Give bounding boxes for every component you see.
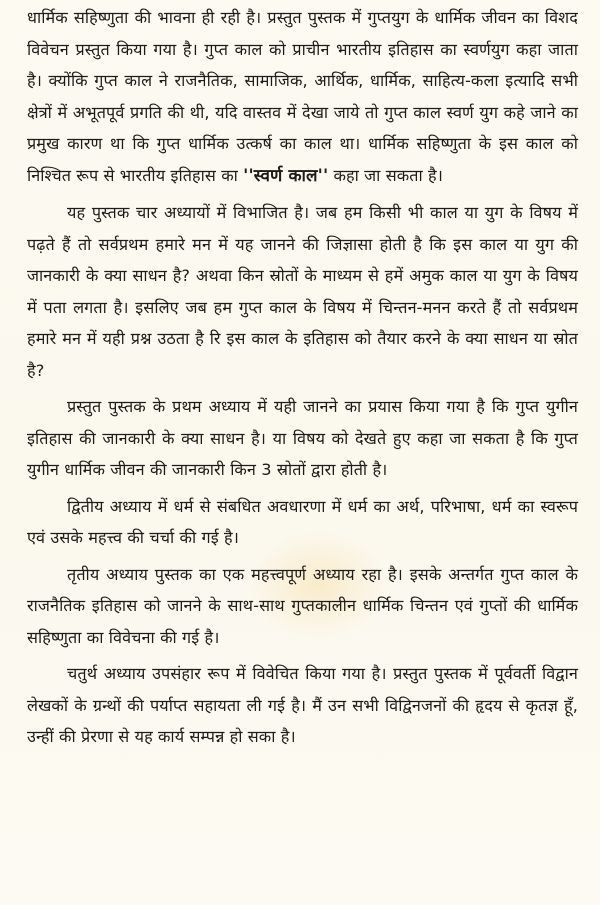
paragraph-chapter-two: द्वितीय अध्याय में धर्म से संबधित अवधारणा में धर्म का अर्थ, परिभाषा, धर्म का स्वरूप एवं उसके महत्त्व की चर्चा की गई है। <box>27 496 578 547</box>
paragraph-text: कहा जा सकता है। <box>328 165 443 185</box>
paragraph-intro-continuation <box>27 2 578 192</box>
paragraph-chapter-one: प्रस्तुत पुस्तक के प्रथम अध्याय में यही जानने का प्रयास किया गया है कि गुप्त युगीन इतिहास की जानकारी के क्या साधन है। या विषय को देखते हुए कहा जा सकता है कि गुप्त युगीन धार्मिक जीवन की जानकारी किन 3 स्रोतों द्वारा होती है। <box>27 397 578 479</box>
paragraph-text: धार्मिक सहिष्णुता की भावना ही रही है। प्रस्तुत पुस्तक में गुप्तयुग के धार्मिक जीवन का विशद विवेचन प्रस्तुत किया गया है। गुप्त काल को प्राचीन भारतीय इतिहास का स्वर्णयुग कहा जाता है। क्योंकि गुप्त काल ने राजनैतिक, सामाजिक, आर्थिक, धार्मिक, साहित्य-कला इत्यादि सभी क्षेत्रों में अभूतपूर्व प्रगति की थी, यदि वास्तव में देखा जाये तो गुप्त काल स्वर्ण युग कहे जाने का प्रमुख कारण था कि गुप्त धार्मिक उत्कर्ष का काल था। धार्मिक सहिष्णुता के इस काल को निश्चित रूप से भारतीय इतिहास का <box>27 8 578 185</box>
paragraph-book-structure: यह पुस्तक चार अध्यायों में विभाजित है। जब हम किसी भी काल या युग के विषय में पढ़ते हैं तो सर्वप्रथम हमारे मन में यह जानने की जिज्ञासा होती है कि इस काल या युग की जानकारी के क्या साधन है? अथवा किन स्रोतों के माध्यम से हमें अमुक काल या युग के विषय में पता लगता है। इसलिए जब हम गुप्त काल के विषय में चिन्तन-मनन करते हैं तो सर्वप्रथम हमारे मन में यही प्रश्न उठता है रि इस काल के इतिहास को तैयार करने के क्या साधन या स्रोत है? <box>27 203 578 380</box>
paragraph-chapter-four: चतुर्थ अध्याय उपसंहार रूप में विवेचित किया गया है। प्रस्तुत पुस्तक में पूर्ववर्ती विद्वान लेखकों के ग्रन्थों की पर्याप्त सहायता ली गई है। मैं उन सभी विद्विनजनों की हृदय से कृतज्ञ हूँ, उन्हीं की प्रेरणा से यह कार्य सम्पन्न हो सका है। <box>27 664 578 746</box>
emphasized-phrase-golden-age: ''स्वर्ण काल'' <box>243 165 329 186</box>
paragraph-chapter-three: तृतीय अध्याय पुस्तक का एक महत्त्वपूर्ण अध्याय रहा है। इसके अन्तर्गत गुप्त काल के राजनैतिक इतिहास को जानने के साथ-साथ गुप्तकालीन धार्मिक चिन्तन एवं गुप्तों की धार्मिक सहिष्णुता का विवेचना की गई है। <box>27 564 578 647</box>
